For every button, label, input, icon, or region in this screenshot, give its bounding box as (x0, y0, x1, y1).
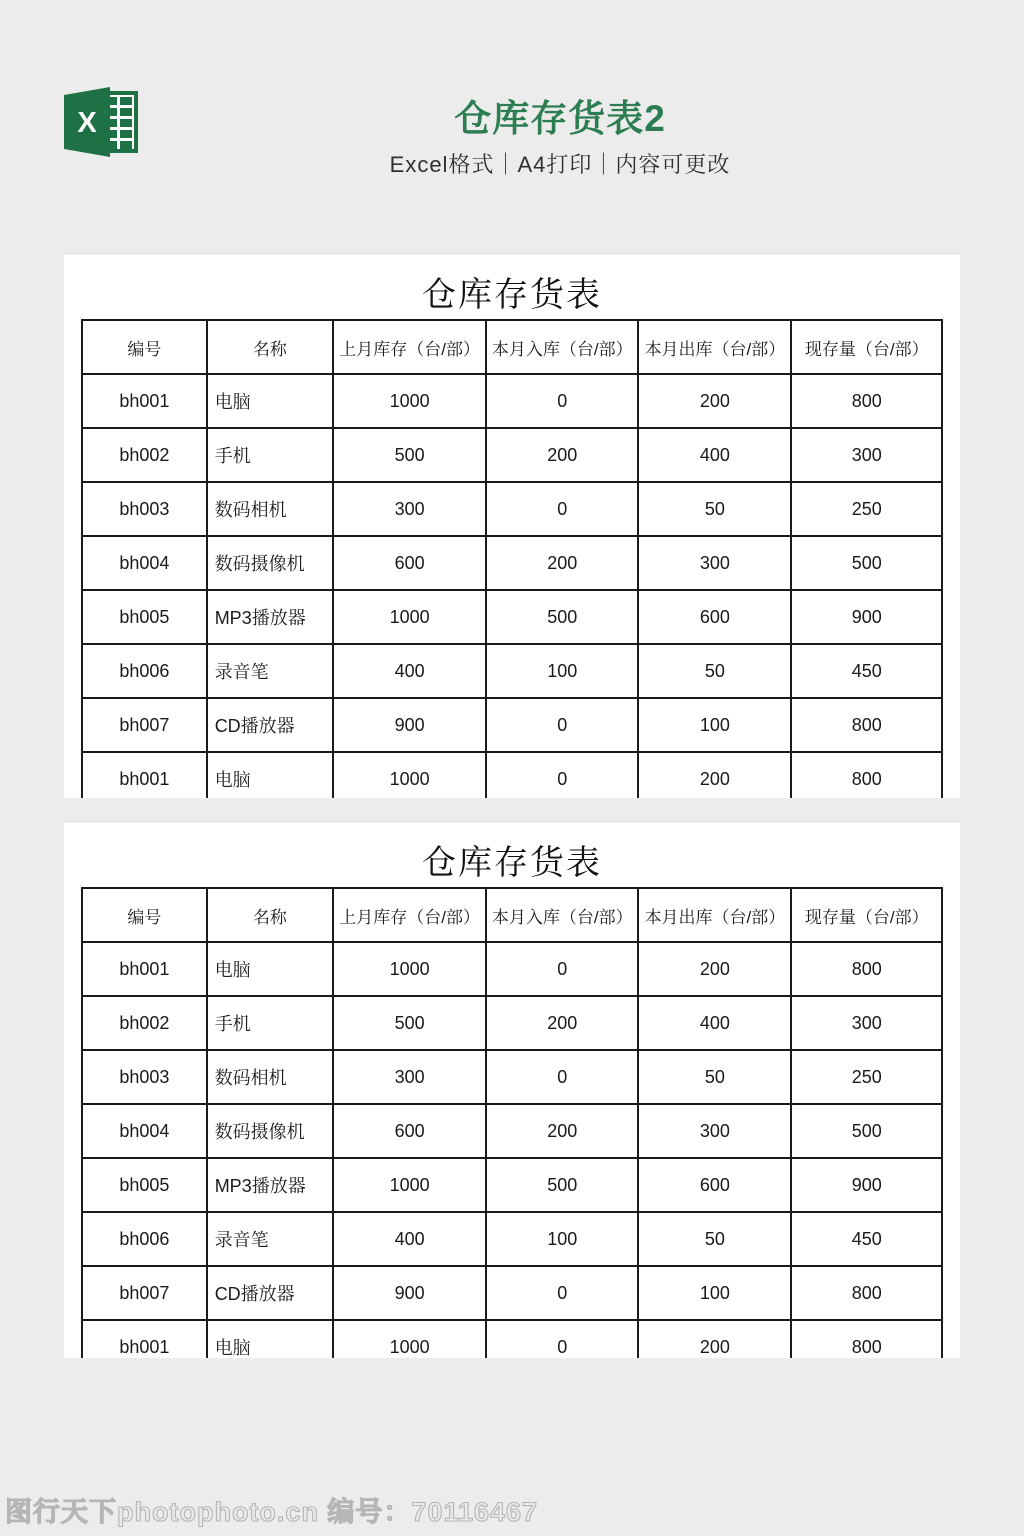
table-cell: MP3播放器 (207, 590, 333, 644)
table-cell: 400 (638, 996, 791, 1050)
table-body (82, 374, 942, 798)
table-cell: CD播放器 (207, 1266, 333, 1320)
table-cell: 数码相机 (207, 1050, 333, 1104)
table-cell: 1000 (333, 374, 486, 428)
table-cell: 300 (638, 536, 791, 590)
table-cell: 800 (791, 1266, 942, 1320)
table-cell: 250 (791, 1050, 942, 1104)
table-cell: 600 (638, 1158, 791, 1212)
table-cell: 900 (791, 1158, 942, 1212)
table-row (82, 698, 942, 752)
table-cell: bh006 (82, 1212, 207, 1266)
table-cell: 50 (638, 1050, 791, 1104)
table-cell: 手机 (207, 996, 333, 1050)
table-cell: 50 (638, 644, 791, 698)
table-cell: 400 (333, 1212, 486, 1266)
table-cell: 录音笔 (207, 1212, 333, 1266)
table-cell: 数码摄像机 (207, 1104, 333, 1158)
table-cell: 100 (486, 1212, 638, 1266)
table-cell: 电脑 (207, 942, 333, 996)
table-cell: 300 (638, 1104, 791, 1158)
table-cell: 600 (333, 536, 486, 590)
table-cell: 0 (486, 1320, 638, 1358)
table-cell: 100 (486, 644, 638, 698)
table-cell: 450 (791, 1212, 942, 1266)
table-cell: 1000 (333, 1158, 486, 1212)
table-cell: 0 (486, 482, 638, 536)
table-cell: 400 (333, 644, 486, 698)
table-cell: bh006 (82, 644, 207, 698)
column-header: 名称 (207, 320, 333, 374)
table-cell: 500 (333, 428, 486, 482)
table-title: 仓库存货表 (422, 275, 602, 314)
table-cell: 900 (333, 698, 486, 752)
site-watermark: 图行天下photophoto.cn 编号：70116467 (5, 1497, 539, 1527)
inventory-card-2 (64, 823, 960, 1358)
table-cell: 200 (638, 752, 791, 798)
table-cell: bh007 (82, 1266, 207, 1320)
table-cell: 电脑 (207, 752, 333, 798)
excel-icon-letter: X (77, 107, 97, 139)
table-cell: 500 (791, 1104, 942, 1158)
table-row (82, 1320, 942, 1358)
table-row (82, 536, 942, 590)
table-cell: 200 (638, 1320, 791, 1358)
table-cell: 50 (638, 1212, 791, 1266)
column-header: 名称 (207, 888, 333, 942)
column-header: 编号 (82, 320, 207, 374)
table-row (82, 996, 942, 1050)
column-header: 上月库存（台/部） (333, 888, 486, 942)
table-row (82, 1104, 942, 1158)
column-header: 上月库存（台/部） (333, 320, 486, 374)
table-cell: 800 (791, 374, 942, 428)
table-cell: 100 (638, 1266, 791, 1320)
table-cell: 手机 (207, 428, 333, 482)
table-cell: 500 (486, 590, 638, 644)
table-cell: 0 (486, 942, 638, 996)
table-cell: bh003 (82, 1050, 207, 1104)
table-cell: bh005 (82, 590, 207, 644)
table-cell: 1000 (333, 942, 486, 996)
table-cell: 500 (333, 996, 486, 1050)
page-title: 仓库存货表2 (454, 98, 666, 139)
table-cell: 0 (486, 698, 638, 752)
table-cell: 600 (638, 590, 791, 644)
inventory-card-1 (64, 255, 960, 798)
table-cell: 300 (333, 482, 486, 536)
table-cell: 450 (791, 644, 942, 698)
table-cell: 50 (638, 482, 791, 536)
table-cell: CD播放器 (207, 698, 333, 752)
column-header: 本月出库（台/部） (638, 888, 791, 942)
table-row (82, 374, 942, 428)
table-cell: 900 (333, 1266, 486, 1320)
table-row (82, 1212, 942, 1266)
table-cell: bh004 (82, 536, 207, 590)
table-cell: 200 (638, 942, 791, 996)
table-cell: 200 (638, 374, 791, 428)
table-cell: 200 (486, 428, 638, 482)
column-header: 本月入库（台/部） (486, 888, 638, 942)
table-row (82, 1266, 942, 1320)
column-header: 现存量（台/部） (791, 320, 942, 374)
table-cell: bh001 (82, 752, 207, 798)
table-cell: bh001 (82, 1320, 207, 1358)
column-header: 本月入库（台/部） (486, 320, 638, 374)
table-title: 仓库存货表 (422, 843, 602, 882)
page-header (96, 96, 1024, 179)
header-row (82, 320, 942, 374)
table-body (82, 942, 942, 1358)
table-cell: 200 (486, 1104, 638, 1158)
table-row (82, 1158, 942, 1212)
table-cell: bh001 (82, 942, 207, 996)
table-cell: 1000 (333, 1320, 486, 1358)
table-cell: 100 (638, 698, 791, 752)
table-cell: MP3播放器 (207, 1158, 333, 1212)
table-cell: 800 (791, 1320, 942, 1358)
table-cell: 200 (486, 536, 638, 590)
table-row (82, 942, 942, 996)
table-row (82, 1050, 942, 1104)
table-cell: bh001 (82, 374, 207, 428)
table-cell: 800 (791, 752, 942, 798)
table-row (82, 644, 942, 698)
table-cell: 数码摄像机 (207, 536, 333, 590)
inventory-table (81, 319, 943, 798)
column-header: 现存量（台/部） (791, 888, 942, 942)
table-row (82, 752, 942, 798)
table-cell: 电脑 (207, 374, 333, 428)
table-cell: 500 (791, 536, 942, 590)
table-cell: 500 (486, 1158, 638, 1212)
table-cell: 800 (791, 698, 942, 752)
table-cell: 0 (486, 1050, 638, 1104)
table-cell: 200 (486, 996, 638, 1050)
table-cell: bh004 (82, 1104, 207, 1158)
table-cell: 600 (333, 1104, 486, 1158)
table-cell: 0 (486, 1266, 638, 1320)
table-cell: 300 (791, 428, 942, 482)
table-cell: 800 (791, 942, 942, 996)
table-cell: 300 (791, 996, 942, 1050)
table-cell: bh002 (82, 996, 207, 1050)
table-cell: 250 (791, 482, 942, 536)
inventory-table (81, 887, 943, 1358)
table-cell: 数码相机 (207, 482, 333, 536)
table-cell: 1000 (333, 752, 486, 798)
column-header: 编号 (82, 888, 207, 942)
table-row (82, 428, 942, 482)
table-cell: bh003 (82, 482, 207, 536)
table-cell: bh007 (82, 698, 207, 752)
table-cell: 录音笔 (207, 644, 333, 698)
table-cell: 300 (333, 1050, 486, 1104)
table-cell: 0 (486, 752, 638, 798)
column-header: 本月出库（台/部） (638, 320, 791, 374)
table-cell: 400 (638, 428, 791, 482)
table-cell: bh005 (82, 1158, 207, 1212)
table-row (82, 590, 942, 644)
page-subtitle: Excel格式｜A4打印｜内容可更改 (389, 152, 731, 177)
header-row (82, 888, 942, 942)
table-cell: 1000 (333, 590, 486, 644)
table-cell: 电脑 (207, 1320, 333, 1358)
table-cell: bh002 (82, 428, 207, 482)
table-row (82, 482, 942, 536)
table-cell: 0 (486, 374, 638, 428)
table-cell: 900 (791, 590, 942, 644)
